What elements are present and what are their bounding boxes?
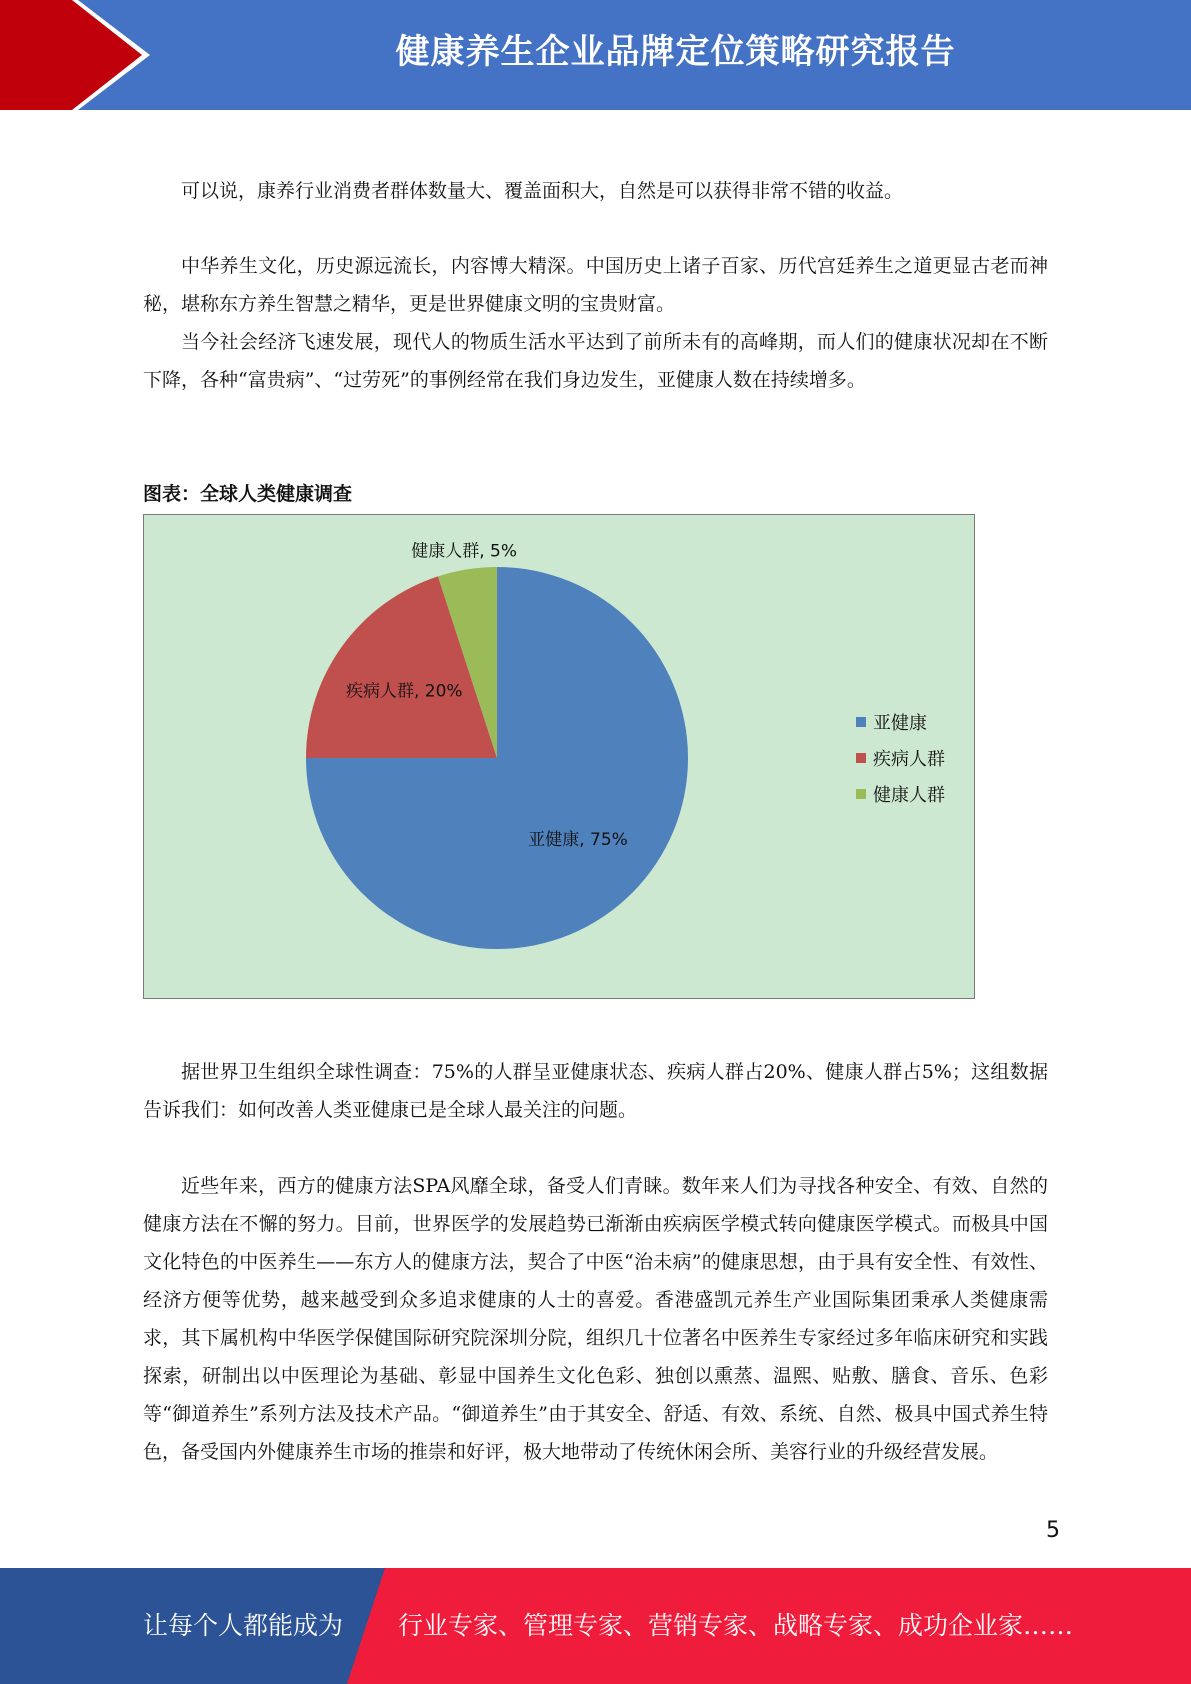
page-footer [0, 1568, 1191, 1684]
figure-caption: 图表：全球人类健康调查 [143, 483, 353, 505]
pie-label-healthy: 健康人群, 5% [411, 541, 518, 562]
legend-swatch-healthy [856, 789, 866, 799]
chart-legend [856, 706, 945, 814]
legend-item-sub-health [856, 706, 945, 742]
page-number: 5 [1046, 1518, 1060, 1543]
footer-slogan-left: 让每个人都能成为 [143, 1611, 344, 1640]
paragraph-4: 据世界卫生组织全球性调查：75%的人群呈亚健康状态、疾病人群占20%、健康人群占5%；这组数据告诉我们：如何改善人类亚健康已是全球人最关注的问题。 [143, 1061, 1048, 1121]
pie-chart-plot [144, 515, 976, 1000]
paragraph-2: 中华养生文化，历史源远流长，内容博大精深。中国历史上诸子百家、历代宫廷养生之道更显古老而神秘，堪称东方养生智慧之精华，更是世界健康文明的宝贵财富。 [143, 255, 1048, 315]
legend-item-disease [856, 742, 945, 778]
pie-label-disease: 疾病人群, 20% [345, 681, 463, 702]
pie-chart [143, 514, 975, 999]
legend-swatch-sub-health [856, 717, 866, 727]
page-header [0, 0, 1191, 110]
legend-label-healthy: 健康人群 [873, 785, 945, 806]
pie-label-sub-health: 亚健康, 75% [528, 830, 628, 851]
paragraph-1: 可以说，康养行业消费者群体数量大、覆盖面积大，自然是可以获得非常不错的收益。 [181, 180, 904, 202]
header-red-chevron [0, 0, 148, 110]
legend-label-sub-health: 亚健康 [873, 713, 927, 734]
footer-slogan-right: 行业专家、管理专家、营销专家、战略专家、成功企业家…… [398, 1611, 1074, 1640]
legend-item-healthy [856, 778, 945, 814]
report-title: 健康养生企业品牌定位策略研究报告 [395, 32, 956, 72]
paragraph-5: 近些年来，西方的健康方法SPA风靡全球，备受人们青睐。数年来人们为寻找各种安全、有效、自然的健康方法在不懈的努力。目前，世界医学的发展趋势已渐渐由疾病医学模式转向健康医学模式。而极具中国文化特色的中医养生——东方人的健康方法，契合了中医“治未病”的健康思想，由于具有安全性、有效性、经济方便等优势，越来越受到众多追求健康的人士的喜爱。香港盛凯元养生产业国际集团秉承人类健康需求，其下属机构中华医学保健国际研究院深圳分院，组织几十位著名中医养生专家经过多年临床研究和实践探索，研制出以中医理论为基础、彰显中国养生文化色彩、独创以熏蒸、温熙、贴敷、膳食、音乐、色彩等“御道养生”系列方法及技术产品。“御道养生”由于其安全、舒适、有效、系统、自然、极具中国式养生特色，备受国内外健康养生市场的推崇和好评，极大地带动了传统休闲会所、美容行业的升级经营发展。 [143, 1175, 1048, 1463]
legend-swatch-disease [856, 753, 866, 763]
paragraph-3: 当今社会经济飞速发展，现代人的物质生活水平达到了前所未有的高峰期，而人们的健康状况却在不断下降，各种“富贵病”、“过劳死”的事例经常在我们身边发生，亚健康人数在持续增多。 [143, 331, 1048, 391]
legend-label-disease: 疾病人群 [873, 749, 945, 770]
